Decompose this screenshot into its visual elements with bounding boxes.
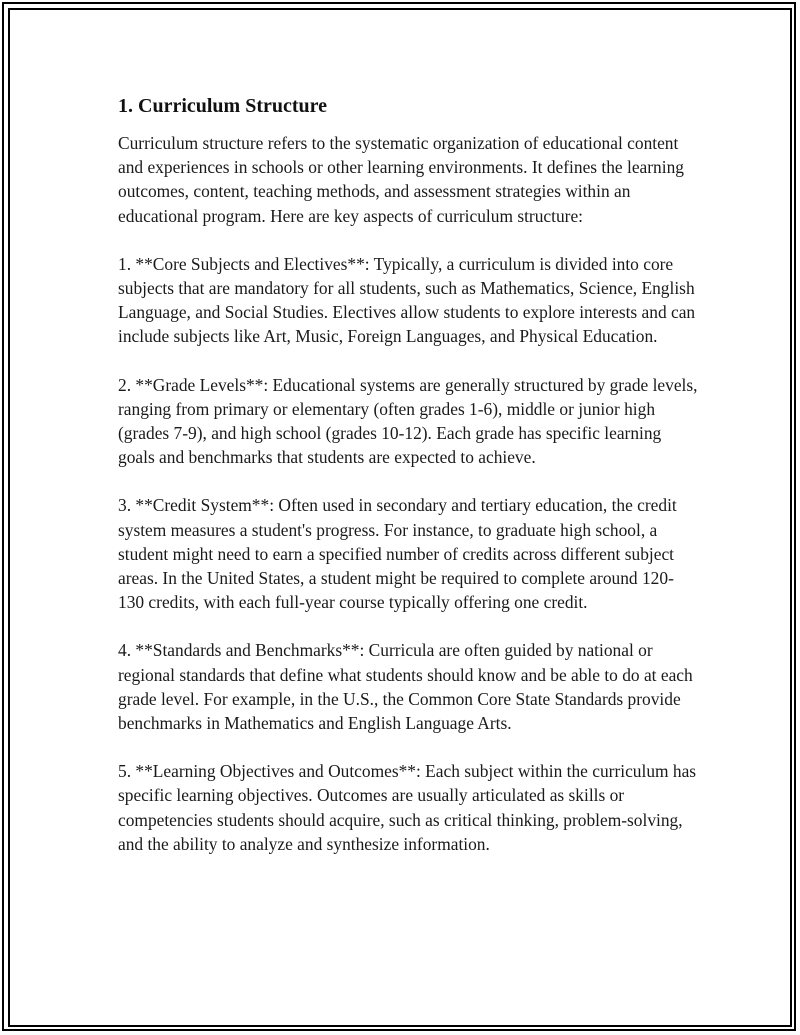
- document-body: [118, 93, 698, 880]
- paragraph-standards: 4. **Standards and Benchmarks**: Curricula are often guided by national or regional standards that define what students should know and be able to do at each grade level. For example, in the U.S., the Common Core State Standards provide benchmarks in Mathematics and English Language Arts.: [118, 640, 693, 734]
- paragraph-core-subjects: 1. **Core Subjects and Electives**: Typically, a curriculum is divided into core subjects that are mandatory for all students, such as Mathematics, Science, English Language, and Social Studies. Electives allow students to explore interests and can include subjects like Art, Music, Foreign Languages, and Physical Education.: [118, 253, 696, 347]
- paragraph-learning-objectives: 5. **Learning Objectives and Outcomes**: Each subject within the curriculum has specific learning objectives. Outcomes are usually articulated as skills or competencies students should acquire, such as critical thinking, problem-solving, and the ability to analyze and synthesize information.: [118, 761, 697, 854]
- section-heading: 1. Curriculum Structure: [118, 95, 328, 117]
- paragraph-credit-system: 3. **Credit System**: Often used in secondary and tertiary education, the credit system measures a student's progress. For instance, to graduate high school, a student might need to earn a specified number of credits across different subject areas. In the United States, a student might be required to complete around 120-130 credits, with each full-year course typically offering one credit.: [118, 495, 677, 613]
- intro-paragraph: Curriculum structure refers to the systematic organization of educational content and experiences in schools or other learning environments. It defines the learning outcomes, content, teaching methods, and assessment strategies within an educational program. Here are key aspects of curriculum structure:: [118, 133, 684, 226]
- paragraph-grade-levels: 2. **Grade Levels**: Educational systems are generally structured by grade levels, ranging from primary or elementary (often grades 1-6), middle or junior high (grades 7-9), and high school (grades 10-12). Each grade has specific learning goals and benchmarks that students are expected to achieve.: [118, 374, 698, 468]
